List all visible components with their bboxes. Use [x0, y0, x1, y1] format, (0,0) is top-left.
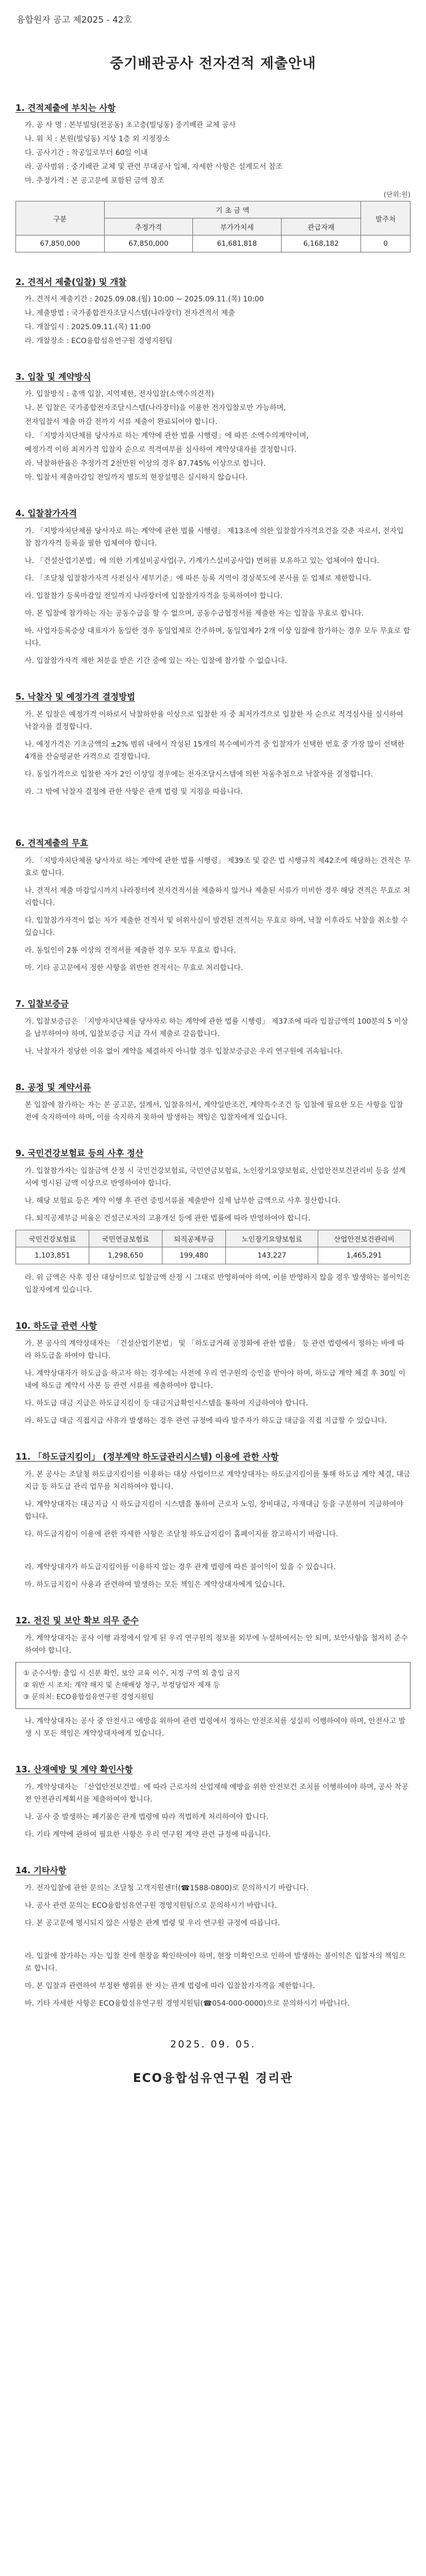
text-line: 전자입찰서 제출 마감 전까지 서류 제출이 완료되어야 합니다.	[25, 418, 218, 426]
section-title: 10. 하도급 관련 사항	[15, 1321, 97, 1331]
section-title: 1. 견적제출에 부치는 사항	[15, 103, 116, 113]
notice-number: 융합원자 공고 제2025 - 42호	[17, 15, 133, 25]
paragraph: 가. 전자입찰에 관한 문의는 조달청 고객지원센터(☎1588-0800)로 문의하시기 바랍니다.	[25, 1884, 309, 1892]
text-line: 라. 개찰장소 : ECO융합섬유연구원 경영지원팀	[25, 337, 173, 345]
table-header: 부가가치세	[193, 218, 282, 235]
paragraph: 라. 계약상대자가 하도급지킴이를 이용하지 않는 경우 관계 법령에 따른 불이익이 있을 수 있습니다.	[25, 1563, 336, 1571]
issuer-name: ECO융합섬유연구원 경리관	[133, 2072, 293, 2085]
table-header: 산업안전보건관리비	[318, 1230, 411, 1247]
paragraph: 나. 공사 중 발생하는 폐기물은 관계 법령에 따라 적법하게 처리하여야 합니다.	[25, 1813, 269, 1821]
paragraph: 사. 입찰참가자격 제한 처분을 받은 기간 중에 있는 자는 입찰에 참가할 수 없습니다.	[25, 657, 287, 665]
paragraph: 본 입찰에 참가하는 자는 본 공고문, 설계서, 입찰유의서, 계약일반조건, 계약특수조건 등 입찰에 필요한 모든 사항을 입찰 전에 숙지하여야 하며, 이를 숙지하지 못하여 발생하는 책임은 입찰자에게 있습니다.	[25, 1101, 403, 1122]
text-line: 가. 견적서 제출기간 : 2025.09.08.(월) 10:00 ~ 2025.09.11.(목) 10:00	[25, 295, 264, 303]
text-line: 나. 본 입찰은 국가종합전자조달시스템(나라장터)을 이용한 전자입찰로만 가능하며,	[25, 404, 286, 412]
section-2	[15, 275, 411, 347]
text-line: 나. 위 치 : 본원(빌딩동) 지상 1층 외 지정장소	[25, 135, 170, 143]
table-cell: 1,465,291	[318, 1247, 411, 1264]
section-7	[15, 997, 411, 1058]
section-title: 4. 입찰참가자격	[15, 509, 77, 518]
notice-date: 2025. 09. 05.	[170, 2039, 256, 2050]
paragraph: 가. 「지방자치단체를 당사자로 하는 계약에 관한 법률 시행령」 제13조에 의한 입찰참가자격요건을 갖춘 자로서, 전자입찰 참가자격 등록을 필한 업체여야 합니다.	[25, 527, 404, 548]
box-line: ① 준수사항: 출입 시 신분 확인, 보안 교육 이수, 지정 구역 외 출입 금지	[23, 1669, 240, 1677]
paragraph: 다. 「조달청 입찰참가자격 사전심사 세부기준」에 따른 등록 지역이 경상북도에 본사를 둔 업체로 제한합니다.	[25, 574, 371, 583]
table-header: 관급자재	[281, 218, 361, 235]
text-line: 나. 제출방법 : 국가종합전자조달시스템(나라장터) 전자견적서 제출	[25, 309, 235, 317]
paragraph: 다. 입찰참가자격이 없는 자가 제출한 견적서 및 허위사실이 발견된 견적서는 무효로 하며, 낙찰 이후라도 낙찰을 취소할 수 있습니다.	[25, 917, 408, 937]
table-cell: 67,850,000	[104, 235, 193, 252]
paragraph: 가. 입찰참가자는 입찰금액 산정 시 국민건강보험료, 국민연금보험료, 노인장기요양보험료, 산업안전보건관리비 등을 설계서에 명시된 금액 이상으로 반영하여야 합니다.	[25, 1167, 406, 1188]
paragraph: 라. 동일인이 2통 이상의 견적서를 제출한 경우 모두 무효로 합니다.	[25, 946, 236, 955]
notice-box	[15, 1662, 411, 1709]
text-line: 라. 낙찰하한율은 추정가격 2천만원 이상의 경우 87.745% 이상으로 합니다.	[25, 460, 266, 468]
table-cell: 1,298,650	[89, 1247, 162, 1264]
paragraph: 가. 본 공사는 조달청 하도급지킴이를 이용하는 대상 사업이므로 계약상대자는 하도급지킴이를 통해 하도급 계약 체결, 대금 지급 등 하도급 관리 업무를 처리하여야 합니다.	[25, 1470, 411, 1491]
paragraph: 마. 하도급지킴이 사용과 관련하여 발생하는 모든 책임은 계약상대자에게 있습니다.	[25, 1581, 285, 1589]
text-line: 가. 공 사 명 : 본부빌딩(전공동) 초고층(빌딩동) 중기배관 교체 공사	[25, 121, 236, 129]
paragraph: 나. 해당 보험료 등은 계약 이행 후 관련 증빙서류를 제출받아 실제 납부한 금액으로 사후 정산합니다.	[25, 1197, 341, 1205]
section-9	[15, 1146, 411, 1296]
paragraph: 가. 본 공사의 계약상대자는 「건설산업기본법」 및 「하도급거래 공정화에 관한 법률」 등 관련 법령에서 정하는 바에 따라 하도급을 하여야 합니다.	[25, 1340, 404, 1360]
paragraph: 나. 공사 관련 문의는 ECO융합섬유연구원 경영지원팀으로 문의하시기 바랍니다.	[25, 1902, 277, 1910]
text-line: 가. 입찰방식 : 총액 입찰, 지역제한, 전자입찰(소액수의견적)	[25, 390, 214, 398]
paragraph: 라. 입찰참가 등록마감일 전일까지 나라장터에 입찰참가자격을 등록하여야 합니다.	[25, 592, 283, 600]
table-header: 퇴직공제부금	[162, 1230, 225, 1247]
table-cell: 6,168,182	[281, 235, 361, 252]
section-title: 12. 전진 및 보안 확보 의무 준수	[15, 1616, 139, 1625]
paragraph: 라. 그 밖에 낙찰자 결정에 관한 사항은 관계 법령 및 지침을 따릅니다.	[25, 788, 243, 796]
section-title: 13. 산재예방 및 계약 확인사항	[15, 1765, 133, 1774]
paragraph: 라. 하도급 대금 직접지급 사유가 발생하는 경우 관련 규정에 따라 발주자가 하도급 대금을 직접 지급할 수 있습니다.	[25, 1417, 387, 1425]
table-header: 발주처	[361, 201, 411, 235]
table-header: 국민건강보험료	[16, 1230, 89, 1247]
section-title: 6. 견적제출의 무효	[15, 838, 88, 848]
text-line: 마. 입찰서 제출마감일 전일까지 별도의 현장설명은 실시하지 않습니다.	[25, 473, 248, 482]
paragraph: 다. 동일가격으로 입찰한 자가 2인 이상일 경우에는 전자조달시스템에 의한 자동추첨으로 낙찰자를 결정합니다.	[25, 770, 373, 778]
section-10	[15, 1319, 411, 1427]
table-cell: 67,850,000	[16, 235, 105, 252]
section-1	[15, 101, 411, 252]
paragraph: 바. 사업자등록증상 대표자가 동일한 경우 동일업체로 간주하며, 동일업체가 2개 이상 입찰에 참가하는 경우 모두 무효로 합니다.	[25, 627, 411, 648]
table-row	[16, 235, 411, 252]
paragraph: 가. 「지방자치단체를 당사자로 하는 계약에 관한 법률 시행령」 제39조 및 같은 법 시행규칙 제42조에 해당하는 견적은 무효로 합니다.	[25, 857, 411, 877]
paragraph: 나. 계약상대자는 공사 중 안전사고 예방을 위하여 관련 법령에서 정하는 안전조치를 성실히 이행하여야 하며, 안전사고 발생 시 모든 책임은 계약상대자에게 있습니다.	[25, 1717, 406, 1738]
paragraph: 마. 본 입찰에 참가하는 자는 공동수급을 할 수 없으며, 공동수급협정서를 제출한 자는 입찰을 무효로 합니다.	[25, 609, 364, 618]
table-header: 기 초 금 액	[104, 201, 361, 218]
text-line: 예정가격 이하 최저가격 입찰자 순으로 적격여부를 심사하여 계약상대자를 결정합니다.	[25, 446, 297, 454]
paragraph: 다. 하도급 대금 지급은 하도급지킴이 등 대금지급확인시스템을 통하여 지급하여야 합니다.	[25, 1399, 308, 1408]
table-row	[16, 1247, 411, 1264]
paragraph: 나. 예정가격은 기초금액의 ±2% 범위 내에서 작성된 15개의 복수예비가격 중 입찰자가 선택한 번호 중 가장 많이 선택한 4개를 산술평균한 가격으로 결정합니다.	[25, 740, 404, 761]
section-title: 9. 국민건강보험료 등의 사후 정산	[15, 1148, 143, 1158]
text-line: 다. 공사기간 : 착공일로부터 60일 이내	[25, 149, 148, 157]
paragraph: 다. 기타 계약에 관하여 필요한 사항은 우리 연구원 계약 관련 규정에 따릅니다.	[25, 1831, 271, 1839]
section-6	[15, 836, 411, 974]
paragraph: 가. 본 입찰은 예정가격 이하로서 낙찰하한율 이상으로 입찰한 자 중 최저가격으로 입찰한 자 순으로 적격심사를 실시하여 낙찰자를 결정합니다.	[25, 710, 403, 731]
paragraph: 바. 기타 자세한 사항은 ECO융합섬유연구원 경영지원팀(☎054-000-0000)으로 문의하시기 바랍니다.	[25, 1999, 350, 2008]
paragraph: 다. 퇴직공제부금 비율은 건설근로자의 고용개선 등에 관한 법률에 따라 반영하여야 합니다.	[25, 1214, 310, 1223]
paragraph: 나. 「건설산업기본법」에 의한 기계설비공사업(구, 기계가스설비공사업) 면허를 보유하고 있는 업체여야 합니다.	[25, 557, 380, 565]
section-title: 7. 입찰보증금	[15, 999, 69, 1009]
paragraph: 가. 계약상대자는 「산업안전보건법」에 따라 근로자의 산업재해 예방을 위한 안전보건 조치를 이행하여야 하며, 공사 착공 전 안전관리계획서를 제출하여야 합니다.	[25, 1783, 408, 1804]
paragraph: 나. 낙찰자가 정당한 이유 없이 계약을 체결하지 아니할 경우 입찰보증금은 우리 연구원에 귀속됩니다.	[25, 1047, 343, 1056]
paragraph: 가. 입찰보증금은 「지방자치단체를 당사자로 하는 계약에 관한 법률 시행령」 제37조에 따라 입찰금액의 100분의 5 이상을 납부하여야 하며, 입찰보증금 지급 각서 제출로 갈음합니다.	[25, 1018, 408, 1038]
section-title: 8. 공정 및 계약서류	[15, 1082, 91, 1092]
table-cell: 143,227	[226, 1247, 318, 1264]
table-header: 노인장기요양보험료	[226, 1230, 318, 1247]
paragraph: 마. 본 입찰과 관련하여 부정한 행위를 한 자는 관계 법령에 따라 입찰참가자격을 제한합니다.	[25, 1982, 315, 1990]
section-12	[15, 1614, 411, 1740]
paragraph: 가. 계약상대자는 공사 이행 과정에서 알게 된 우리 연구원의 정보를 외부에 누설하여서는 안 되며, 보안사항을 철저히 준수하여야 합니다.	[25, 1634, 408, 1655]
table-header: 추정가격	[104, 218, 193, 235]
section-4	[15, 506, 411, 667]
section-title: 5. 낙찰자 및 예정가격 결정방법	[15, 692, 135, 702]
table-cell: 1,103,851	[16, 1247, 89, 1264]
paragraph: 다. 하도급지킴이 이용에 관한 자세한 사항은 조달청 하도급지킴이 홈페이지를 참고하시기 바랍니다.	[25, 1530, 338, 1538]
box-line: ③ 문의처: ECO융합섬유연구원 경영지원팀	[23, 1693, 154, 1701]
text-line: 다. 개찰일시 : 2025.09.11.(목) 11:00	[25, 323, 151, 331]
section-title: 11. 「하도급지킴이」 (정부계약 하도급관리시스템) 이용에 관한 사항	[15, 1452, 279, 1462]
table-header: 국민연금보험료	[89, 1230, 162, 1247]
section-title: 2. 견적서 제출(입찰) 및 개찰	[15, 277, 127, 287]
unit-label: (단위:원)	[383, 191, 411, 199]
paragraph: 마. 기타 공고문에서 정한 사항을 위반한 견적서는 무효로 처리합니다.	[25, 964, 243, 972]
insurance-table	[15, 1230, 411, 1264]
text-line: 마. 추정가격 : 본 공고문에 포함된 금액 참조	[25, 177, 165, 185]
document-title: 중기배관공사 전자견적 제출안내	[110, 56, 316, 72]
table-header: 구분	[16, 201, 105, 235]
text-line: 다. 「지방자치단체를 당사자로 하는 계약에 관한 법률 시행령」에 따른 소액수의계약이며,	[25, 432, 309, 440]
paragraph: 다. 본 공고문에 명시되지 않은 사항은 관계 법령 및 우리 연구원 규정에 따릅니다.	[25, 1919, 281, 1927]
section-5	[15, 690, 411, 798]
budget-table	[15, 201, 411, 252]
section-title: 3. 입찰 및 계약방식	[15, 372, 91, 382]
table-cell: 199,480	[162, 1247, 225, 1264]
paragraph: 나. 견적서 제출 마감일시까지 나라장터에 전자견적서를 제출하지 않거나 제출된 서류가 미비한 경우 해당 견적은 무효로 처리합니다.	[25, 887, 411, 907]
table-cell: 61,681,818	[193, 235, 282, 252]
section-11	[15, 1450, 411, 1591]
paragraph: 나. 계약상대자는 대금지급 시 하도급지킴이 시스템을 통하여 근로자 노임, 장비대금, 자재대금 등을 구분하여 지급하여야 합니다.	[25, 1500, 403, 1521]
section-13	[15, 1762, 411, 1841]
section-8	[15, 1080, 411, 1124]
section-title: 14. 기타사항	[15, 1866, 67, 1875]
box-line: ② 위반 시 조치: 계약 해지 및 손해배상 청구, 부정당업자 제재 등	[23, 1681, 220, 1689]
paragraph: 나. 계약상대자가 하도급을 하고자 하는 경우에는 사전에 우리 연구원의 승인을 받아야 하며, 하도급 계약 체결 후 30일 이내에 하도급 계약서 사본 등 관련 서류를 제출하여야 합니다.	[25, 1369, 405, 1390]
paragraph: 라. 위 금액은 사후 정산 대상이므로 입찰금액 산정 시 그대로 반영하여야 하며, 이를 반영하지 않을 경우 발생하는 불이익은 입찰자에게 있습니다.	[25, 1274, 411, 1294]
section-3	[15, 370, 411, 484]
table-cell: 0	[361, 235, 411, 252]
section-14	[15, 1863, 411, 2010]
paragraph: 라. 입찰에 참가하는 자는 입찰 전에 현장을 확인하여야 하며, 현장 미확인으로 인하여 발생하는 불이익은 입찰자의 책임으로 합니다.	[25, 1952, 406, 1973]
text-line: 라. 공사범위 : 중기배관 교체 및 관련 부대공사 일체, 자세한 사항은 설계도서 참조	[25, 163, 283, 171]
